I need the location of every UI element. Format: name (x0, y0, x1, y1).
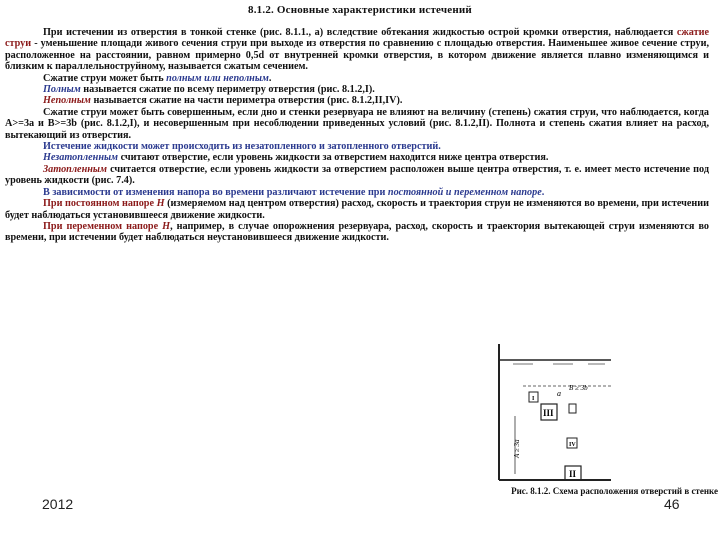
paragraph-head-types: В зависимости от изменения напора во времени различают истечение при постоянной и переменном напоре. (43, 186, 545, 198)
term-head-types: постоянной и переменном напоре (387, 186, 542, 198)
term-full-partial: полным или неполным (166, 72, 269, 84)
term-variable-head: При переменном напоре (43, 220, 163, 232)
term-submerged: Затопленным (43, 163, 107, 175)
label-ii: II (569, 469, 577, 479)
paragraph-contraction: При истечении из отверстия в тонкой стенке (рис. 8.1.1., а) вследствие обтекания жидкостью острой кромки отверстия, наблюдается сжатие струи - уменьшение площади живого сечения струи при выходе из отверстия по сравнению с площадью отверстия. Наименьшее живое сечение струи, расположенное на расстоянии, равном примерно 0,5d от внутренней кромки отверстия, в котором движение является плавно изменяющимся и близким к параллельноструйному, называется сжатым сечением. (5, 27, 709, 73)
opening-a (569, 404, 576, 413)
term-full: Полным (43, 84, 81, 96)
term-partial: Неполным (43, 95, 91, 107)
term-constant-head: При постоянном напоре (43, 198, 157, 210)
paragraph-full-partial: Сжатие струи может быть полным или неполным. (43, 72, 272, 84)
label-a: a (557, 389, 561, 398)
paragraph-perfect: Сжатие струи может быть совершенным, если дно и стенки резервуара не влияют на величину (степень) сжатия струи, что наблюдается, когда A>=3a и B>=3b (рис. 8.1.2,I), и несовершенным при несоблюдении приведенных условий (рис. 8.1.2,II). Полнота и степень сжатия влияет на расход, вытекающий из отверстия. (5, 106, 709, 141)
label-side: A ≥ 3a (513, 439, 521, 458)
paragraph-partial: Неполным называется сжатие на части периметра отверстия (рис. 8.1.2,II,IV). (43, 95, 403, 107)
paragraph-submerged: Затопленным считается отверстие, если уровень жидкости за отверстием расположен выше центра отверстия, т. е. имеет место истечение под уровень жидкости (рис. 7.4). (5, 163, 709, 187)
footer-year: 2012 (42, 496, 74, 512)
body-text (5, 27, 709, 244)
label-i: I (532, 396, 535, 402)
page-number: 46 (664, 496, 680, 512)
page-title: 8.1.2. Основные характеристики истечений (248, 4, 472, 16)
paragraph-flooded: Истечение жидкости может происходить из незатопленного и затопленного отверстий. (43, 141, 441, 153)
label-iii: III (543, 408, 554, 418)
orifice-diagram (493, 340, 613, 485)
paragraph-full: Полным называется сжатие по всему периметру отверстия (рис. 8.1.2,I). (43, 84, 375, 96)
figure-caption: Рис. 8.1.2. Схема расположения отверстий в стенке (511, 486, 718, 496)
paragraph-variable-head: При переменном напоре H, например, в случае опорожнения резервуара, расход, скорость и траектория вытекающей струи изменяются во времени, при истечении будет наблюдаться неустановившееся движение жидкости. (5, 220, 709, 244)
label-iv: IV (569, 442, 576, 448)
paragraph-unflooded: Незатопленным считают отверстие, если уровень жидкости за отверстием находится ниже центра отверстия. (43, 152, 549, 164)
term-contraction: сжатие струи (5, 27, 709, 50)
label-b: B ≥ 3b (569, 384, 588, 392)
term-unflooded: Незатопленным (43, 152, 119, 164)
paragraph-constant-head: При постоянном напоре H (измеряемом над центром отверстия) расход, скорость и траектория струи не изменяются во времени, при истечении будет наблюдаться установившееся движение жидкости. (5, 198, 709, 221)
